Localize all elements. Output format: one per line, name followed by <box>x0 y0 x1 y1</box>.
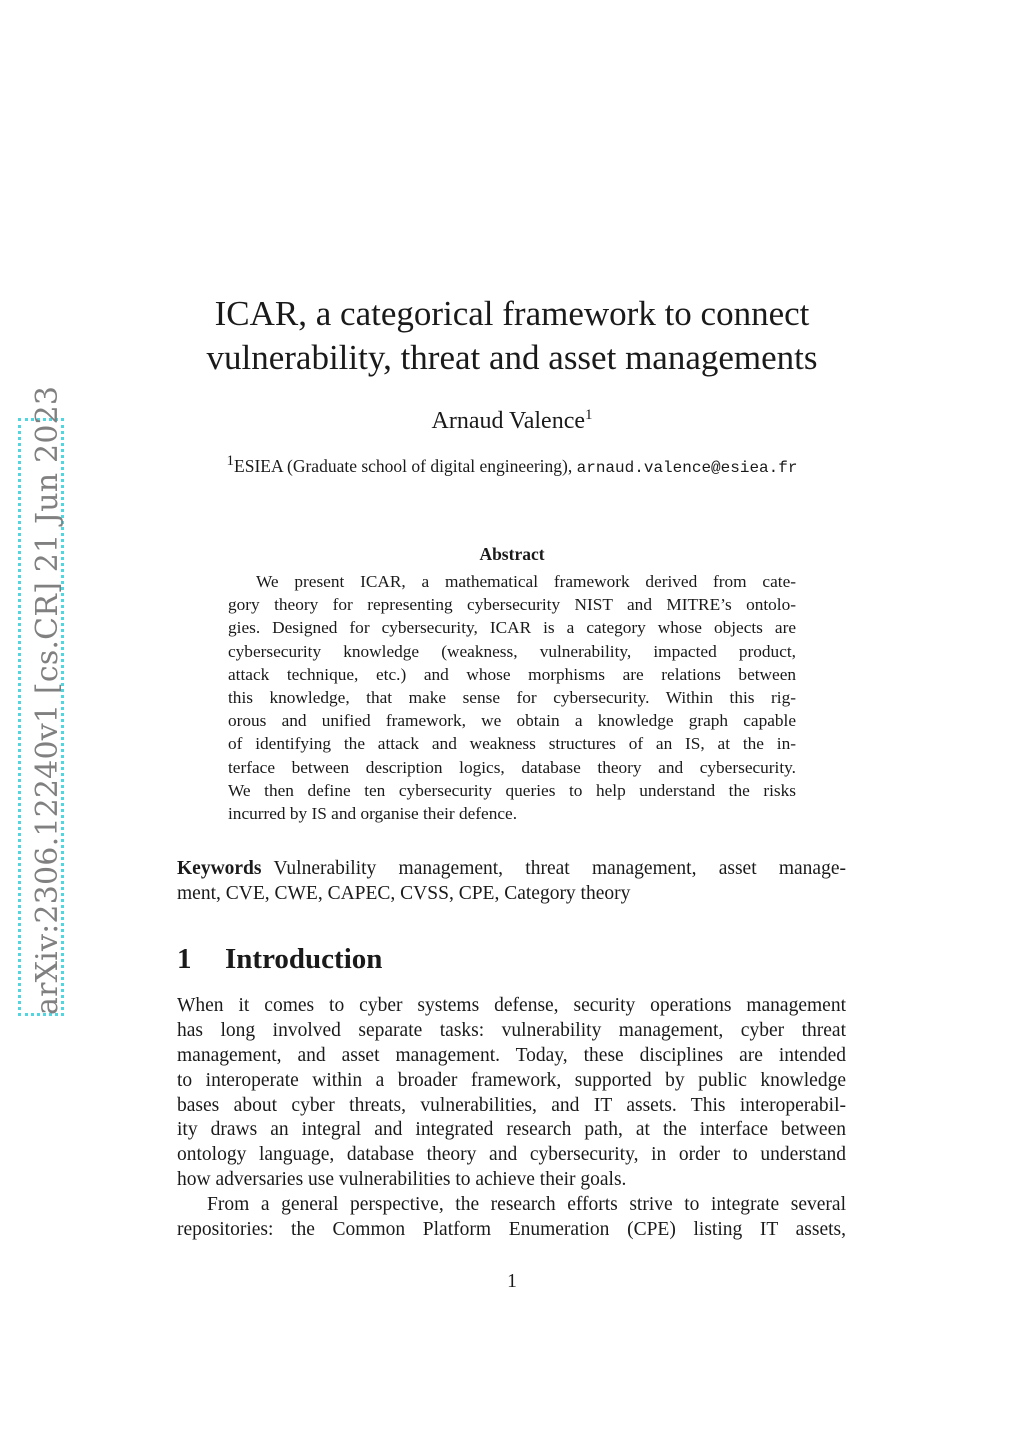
abstract-line: gory theory for representing cybersecurity NIST and MITRE’s ontolo- <box>228 595 796 615</box>
body-line: ontology language, database theory and cybersecurity, in order to understand <box>177 1144 846 1166</box>
body-line: ity draws an integral and integrated research path, at the interface between <box>177 1119 846 1141</box>
paper-title <box>150 292 874 380</box>
keywords <box>177 856 846 906</box>
arxiv-stamp-box <box>18 385 65 1016</box>
abstract-line: incurred by IS and organise their defence. <box>228 803 518 823</box>
body-line: management, and asset management. Today, these disciplines are intended <box>177 1044 846 1066</box>
author-superscript: 1 <box>585 407 593 423</box>
abstract-line: this knowledge, that make sense for cybersecurity. Within this rig- <box>228 687 796 707</box>
affiliation-text: ESIEA (Graduate school of digital engineering), <box>234 456 577 476</box>
title-line: vulnerability, threat and asset managements <box>206 338 818 377</box>
affiliation-superscript: 1 <box>226 453 235 470</box>
body-line: When it comes to cyber systems defense, security operations management <box>177 995 846 1016</box>
body-line: bases about cyber threats, vulnerabilities, and IT assets. This interoperabil- <box>177 1094 846 1116</box>
abstract-body <box>228 570 796 825</box>
author-email[interactable]: arnaud.valence@esiea.fr <box>576 459 798 477</box>
abstract-line: We then define ten cybersecurity queries to help understand the risks <box>228 780 796 800</box>
keywords-text: Vulnerability management, threat management, asset manage- <box>273 858 846 879</box>
abstract-line: gies. Designed for cybersecurity, ICAR is a category whose objects are <box>228 618 796 638</box>
abstract-line: cybersecurity knowledge (weakness, vulnerability, impacted product, <box>228 641 796 661</box>
section-title: Introduction <box>225 943 383 975</box>
body-line: to interoperate within a broader framework, supported by public knowledge <box>177 1069 846 1091</box>
abstract-line: orous and unified framework, we obtain a knowledge graph capable <box>228 711 796 731</box>
abstract-line: of identifying the attack and weakness structures of an IS, at the in- <box>228 734 796 754</box>
title-line: ICAR, a categorical framework to connect <box>214 294 810 333</box>
arxiv-stamp[interactable]: arXiv:2306.12240v1 [cs.CR] 21 Jun 2023 <box>30 385 65 1015</box>
section-number: 1 <box>177 943 192 975</box>
author <box>0 405 1024 437</box>
page-number: 1 <box>507 1271 517 1292</box>
body-line: has long involved separate tasks: vulnerability management, cyber threat <box>177 1019 846 1041</box>
section-heading <box>177 940 382 978</box>
body-line: repositories: the Common Platform Enumeration (CPE) listing IT assets, <box>177 1219 846 1241</box>
body-text <box>177 994 846 1243</box>
body-line: how adversaries use vulnerabilities to achieve their goals. <box>177 1169 627 1191</box>
author-name: Arnaud Valence <box>431 408 585 434</box>
abstract-line: terface between description logics, database theory and cybersecurity. <box>228 757 796 777</box>
affiliation <box>0 452 1024 482</box>
keywords-line <box>177 856 846 881</box>
abstract-line: We present ICAR, a mathematical framework derived from cate- <box>256 572 796 591</box>
abstract-line: attack technique, etc.) and whose morphisms are relations between <box>228 664 796 684</box>
body-line: From a general perspective, the research efforts strive to integrate several <box>207 1194 846 1216</box>
abstract-heading: Abstract <box>479 544 545 564</box>
keywords-line: ment, CVE, CWE, CAPEC, CVSS, CPE, Category theory <box>177 883 631 904</box>
keywords-label: Keywords <box>177 858 262 879</box>
